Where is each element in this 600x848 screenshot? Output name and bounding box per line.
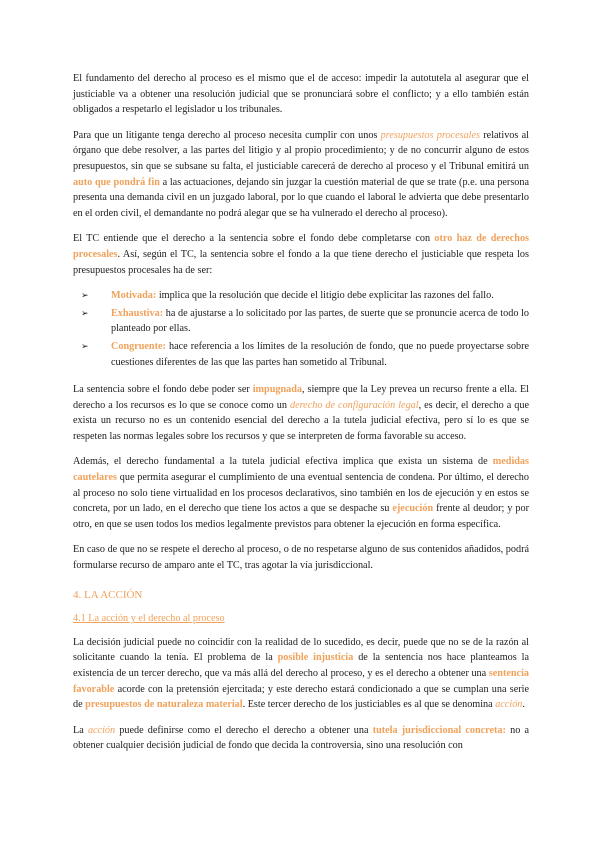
emphasis-accion: acción xyxy=(87,724,116,736)
list-item-label: Congruente: xyxy=(111,340,166,352)
text-segment: , siempre que la Ley prevea un recurso frente a ella. El derecho a los recursos es lo que se conoce como un xyxy=(73,384,529,411)
paragraph-presupuestos xyxy=(73,128,529,222)
text-segment: puede definirse como el derecho el derecho a obtener una xyxy=(115,724,373,736)
arrow-bullet-icon: ➢ xyxy=(81,340,89,351)
paragraph-text: En caso de que no se respete el derecho al proceso, o de no respetarse alguno de sus contenidos añadidos, podrá formularse recurso de amparo ante el TC, tras agotar la vía jurisdiccional. xyxy=(73,544,529,572)
list-item-text xyxy=(111,288,529,304)
list-item xyxy=(73,288,529,304)
text-segment: Para que un litigante tenga derecho al proceso necesita cumplir con unos xyxy=(73,129,381,141)
section-heading: 4. LA ACCIÓN xyxy=(73,588,143,601)
paragraph-amparo xyxy=(73,542,529,573)
document-body xyxy=(73,71,529,764)
text-segment: relativos al órgano que debe resolver, a las partes del litigio y al propio procedimiento; y de no concurrir alguno de estos presupuestos, sin que se subsane su falta, el justiciable carecerá de derecho al proceso y el Tribunal emitirá un xyxy=(73,129,529,172)
text-segment: El TC entiende que el derecho a la sentencia sobre el fondo debe completarse con xyxy=(73,233,435,245)
arrow-bullet-icon: ➢ xyxy=(81,307,89,318)
highlight-posible-injusticia: posible injusticia xyxy=(277,652,354,664)
text-segment: La decisión judicial puede no coincidir con la realidad de lo sucedido, es decir, puede que no se de la razón al solicitante cuando la tenía. El problema de la xyxy=(73,636,529,664)
text-segment: frente al deudor; y por otro, en que se usen todos los medios legalmente previstos para obtener la ejecución en forma específica. xyxy=(73,503,529,530)
list-item-text xyxy=(111,306,529,337)
text-segment: , es decir, el derecho a que exista un recurso no es un contenido esencial del derecho a la tutela judicial efectiva, pero sí lo es que se respeten las normas legales sobre los recursos y que se interpreten de forma favorable su acceso. xyxy=(73,399,530,442)
list-item-label: Motivada: xyxy=(111,290,157,302)
paragraph-tc-sentencia xyxy=(73,231,529,278)
highlight-tutela-jurisdiccional-concreta: tutela jurisdiccional concreta: xyxy=(372,724,506,736)
paragraph-fundamento xyxy=(73,71,529,118)
sentencia-requirements-list xyxy=(73,288,529,370)
paragraph-decision-judicial xyxy=(73,635,529,713)
paragraph-impugnada xyxy=(73,382,529,444)
text-segment: La sentencia sobre el fondo debe poder ser xyxy=(73,384,253,396)
highlight-otro-haz-de-derechos: otro haz de derechos procesales xyxy=(73,233,530,260)
highlight-presupuestos-naturaleza-material: presupuestos de naturaleza material xyxy=(85,699,243,711)
list-item xyxy=(73,306,529,337)
text-segment: . Este tercer derecho de los justiciables es al que se denomina xyxy=(242,699,496,711)
paragraph-medidas-cautelares xyxy=(73,454,529,532)
highlight-medidas-cautelares: medidas cautelares xyxy=(73,456,529,484)
arrow-bullet-icon: ➢ xyxy=(81,290,89,301)
emphasis-presupuestos-procesales: presupuestos procesales xyxy=(380,129,480,141)
emphasis-derecho-configuracion-legal: derecho de configuración legal xyxy=(289,399,419,411)
highlight-sentencia-favorable: sentencia favorable xyxy=(73,668,529,695)
text-segment: no a obtener cualquier decisión judicial de fondo que decida la controversia, sino una resolución con xyxy=(73,724,529,752)
text-segment: que permita asegurar el cumplimiento de una eventual sentencia de condena. Por último, el derecho al proceso no solo tiene virtualidad en los procesos declarativos, sino también en los de ejecución y en estos se concreta, por un lado, en el derecho que tiene los actos a que se despache su xyxy=(73,472,529,515)
text-segment: . xyxy=(522,699,525,711)
subsection-heading: 4.1 La acción y el derecho al proceso xyxy=(73,613,225,625)
list-item xyxy=(73,339,529,370)
list-item-body: ha de ajustarse a lo solicitado por las partes, de suerte que se pronuncie acerca de todo lo planteado por ellas. xyxy=(111,307,529,335)
highlight-auto-que-pondra-fin: auto que pondrá fin xyxy=(73,176,160,188)
list-item-label: Exhaustiva: xyxy=(111,307,164,319)
list-item-body: implica que la resolución que decide el litigio debe explicitar las razones del fallo. xyxy=(156,290,494,302)
text-segment: de la sentencia nos hace planteamos la existencia de un tercer derecho, que va más allá del derecho al proceso, y es el derecho a obtener una xyxy=(73,652,529,679)
emphasis-accion: acción xyxy=(495,699,523,711)
text-segment: La xyxy=(73,724,88,736)
list-item-text xyxy=(111,339,529,370)
paragraph-text: El fundamento del derecho al proceso es el mismo que el de acceso: impedir la autotutela al asegurar que el justiciable va a obtener una resolución judicial que se pronunciará sobre el conflicto; y a ello también están obligados a respetarlo el legislador u los tribunales. xyxy=(73,73,529,116)
list-item-body: hace referencia a los límites de la resolución de fondo, que no puede proyectarse sobre cuestiones diferentes de las que las partes han sometido al Tribunal. xyxy=(111,340,529,368)
text-segment: . Así, según el TC, la sentencia sobre el fondo a la que tiene derecho el justiciable que respeta los presupuestos procesales ha de ser: xyxy=(73,248,529,276)
text-segment: acorde con la pretensión ejercitada; y este derecho estará condicionado a que se cumplan una serie de xyxy=(73,683,529,711)
highlight-impugnada: impugnada xyxy=(252,384,302,396)
paragraph-accion-definicion xyxy=(73,723,529,754)
highlight-ejecucion: ejecución xyxy=(392,503,434,515)
text-segment: a las actuaciones, dejando sin juzgar la cuestión material de que se trate (p.e. una persona presenta una demanda civil en un juzgado laboral, por lo que cuando el laboral le advierta que debe presentarlo en el orden civil, el demandante no podrá alegar que se ha vulnerado el derecho al proceso). xyxy=(73,176,529,219)
text-segment: Además, el derecho fundamental a la tutela judicial efectiva implica que exista un sistema de xyxy=(73,456,493,468)
